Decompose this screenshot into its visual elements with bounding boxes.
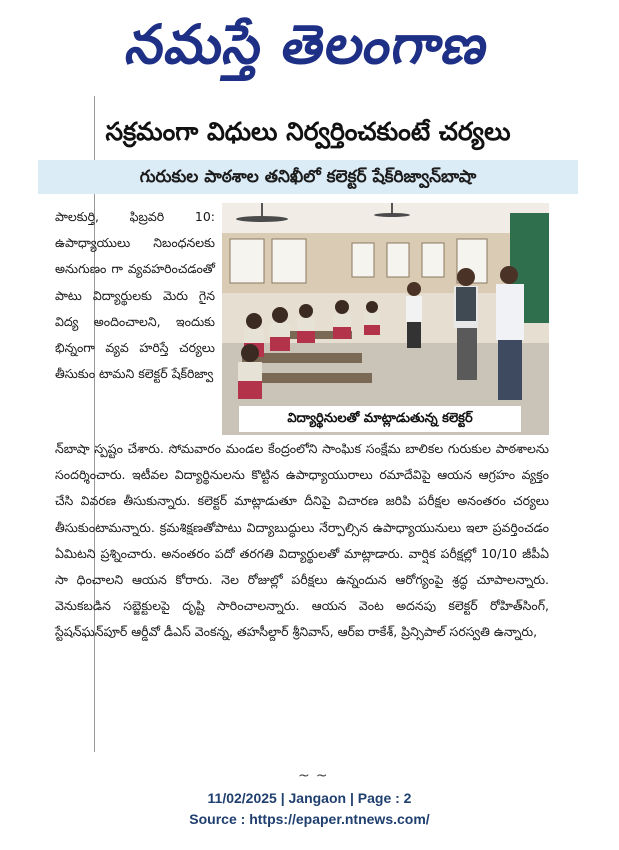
classroom-photo-illustration [222, 203, 549, 435]
column-divider [94, 96, 95, 752]
article-left-column [55, 204, 215, 387]
footer-source-line: Source : https://epaper.ntnews.com/ [189, 811, 430, 827]
footer-date-line: 11/02/2025 | Jangaon | Page : 2 [207, 790, 412, 806]
article-end-mark: ~~ [298, 768, 334, 784]
article-body-paragraph: న్‌బాషా స్పష్టం చేశారు. సోమవారం మండల కేంద్రంలోని సాంఘిక సంక్షేమ బాలికల గురుకుల పాఠశాలను సందర్శించారు. ఇటీవల విద్యార్థినులను కొట్టిన ఉపాధ్యాయురాలు రమాదేవిపై ఆయన ఆగ్రహం వ్యక్తం చేసి వివరణ తీసుకున్నారు. కలెక్టర్ మాట్లాడుతూ దీనిపై విచారణ జరిపి పరీక్షల అనంతరం చర్యలు తీసుకుంటామన్నారు. క్రమశిక్షణతోపాటు విద్యాబుద్ధులు నేర్పాల్సిన ఉపాధ్యాయునులు ఇలా ప్రవర్తించడం ఏమిటని ప్రశ్నించారు. అనంతరం పదో తరగతి విద్యార్థులతో మాట్లాడారు. వార్షిక పరీక్షల్లో 10/10 జీపీఏ సా ధించాలని ఆయన కోరారు. నెల రోజుల్లో పరీక్షలు ఉన్నందున ఆరోగ్యంపై శ్రద్ధ చూపాలన్నారు. వెనుకబడిన సబ్జెక్టులపై దృష్టి సారించాలన్నారు. ఆయన వెంట అదనపు కలెక్టర్ రోహిత్‌సింగ్, స్టేషన్‌ఘన్‌పూర్ ఆర్డీవో డీఎస్ వెంకన్న, తహసీల్దార్ శ్రీనివాస్, ఆర్‌ఐ రాకేశ్, ప్రిన్సిపాల్ సరస్వతి ఉన్నారు, [55, 441, 549, 640]
newspaper-masthead: నమస్తే తెలంగాణ [121, 13, 495, 76]
article-subheadline: గురుకుల పాఠశాల తనిఖీలో కలెక్టర్ షేక్‌రిజ్వాన్‌బాషా [38, 160, 578, 194]
article-body [55, 436, 549, 646]
article-headline: సక్రమంగా విధులు నిర్వర్తించకుంటే చర్యలు [105, 117, 511, 146]
classroom-photo [222, 203, 549, 435]
photo-caption: విద్యార్థినులతో మాట్లాడుతున్న కలెక్టర్ [239, 406, 521, 432]
article-lead-text: పాలకుర్తి, ఫిబ్రవరి 10: ఉపాధ్యాయులు నిబంధనలకు అనుగుణం గా వ్యవహరించడంతో పాటు విద్యార్థులకు మెరు గైన విద్య అందించాలని, ఇందుకు భిన్నంగా వ్యవ హరిస్తే చర్యలు తీసుకుం టామని కలెక్టర్ షేక్‌రిజ్వా [55, 209, 215, 382]
